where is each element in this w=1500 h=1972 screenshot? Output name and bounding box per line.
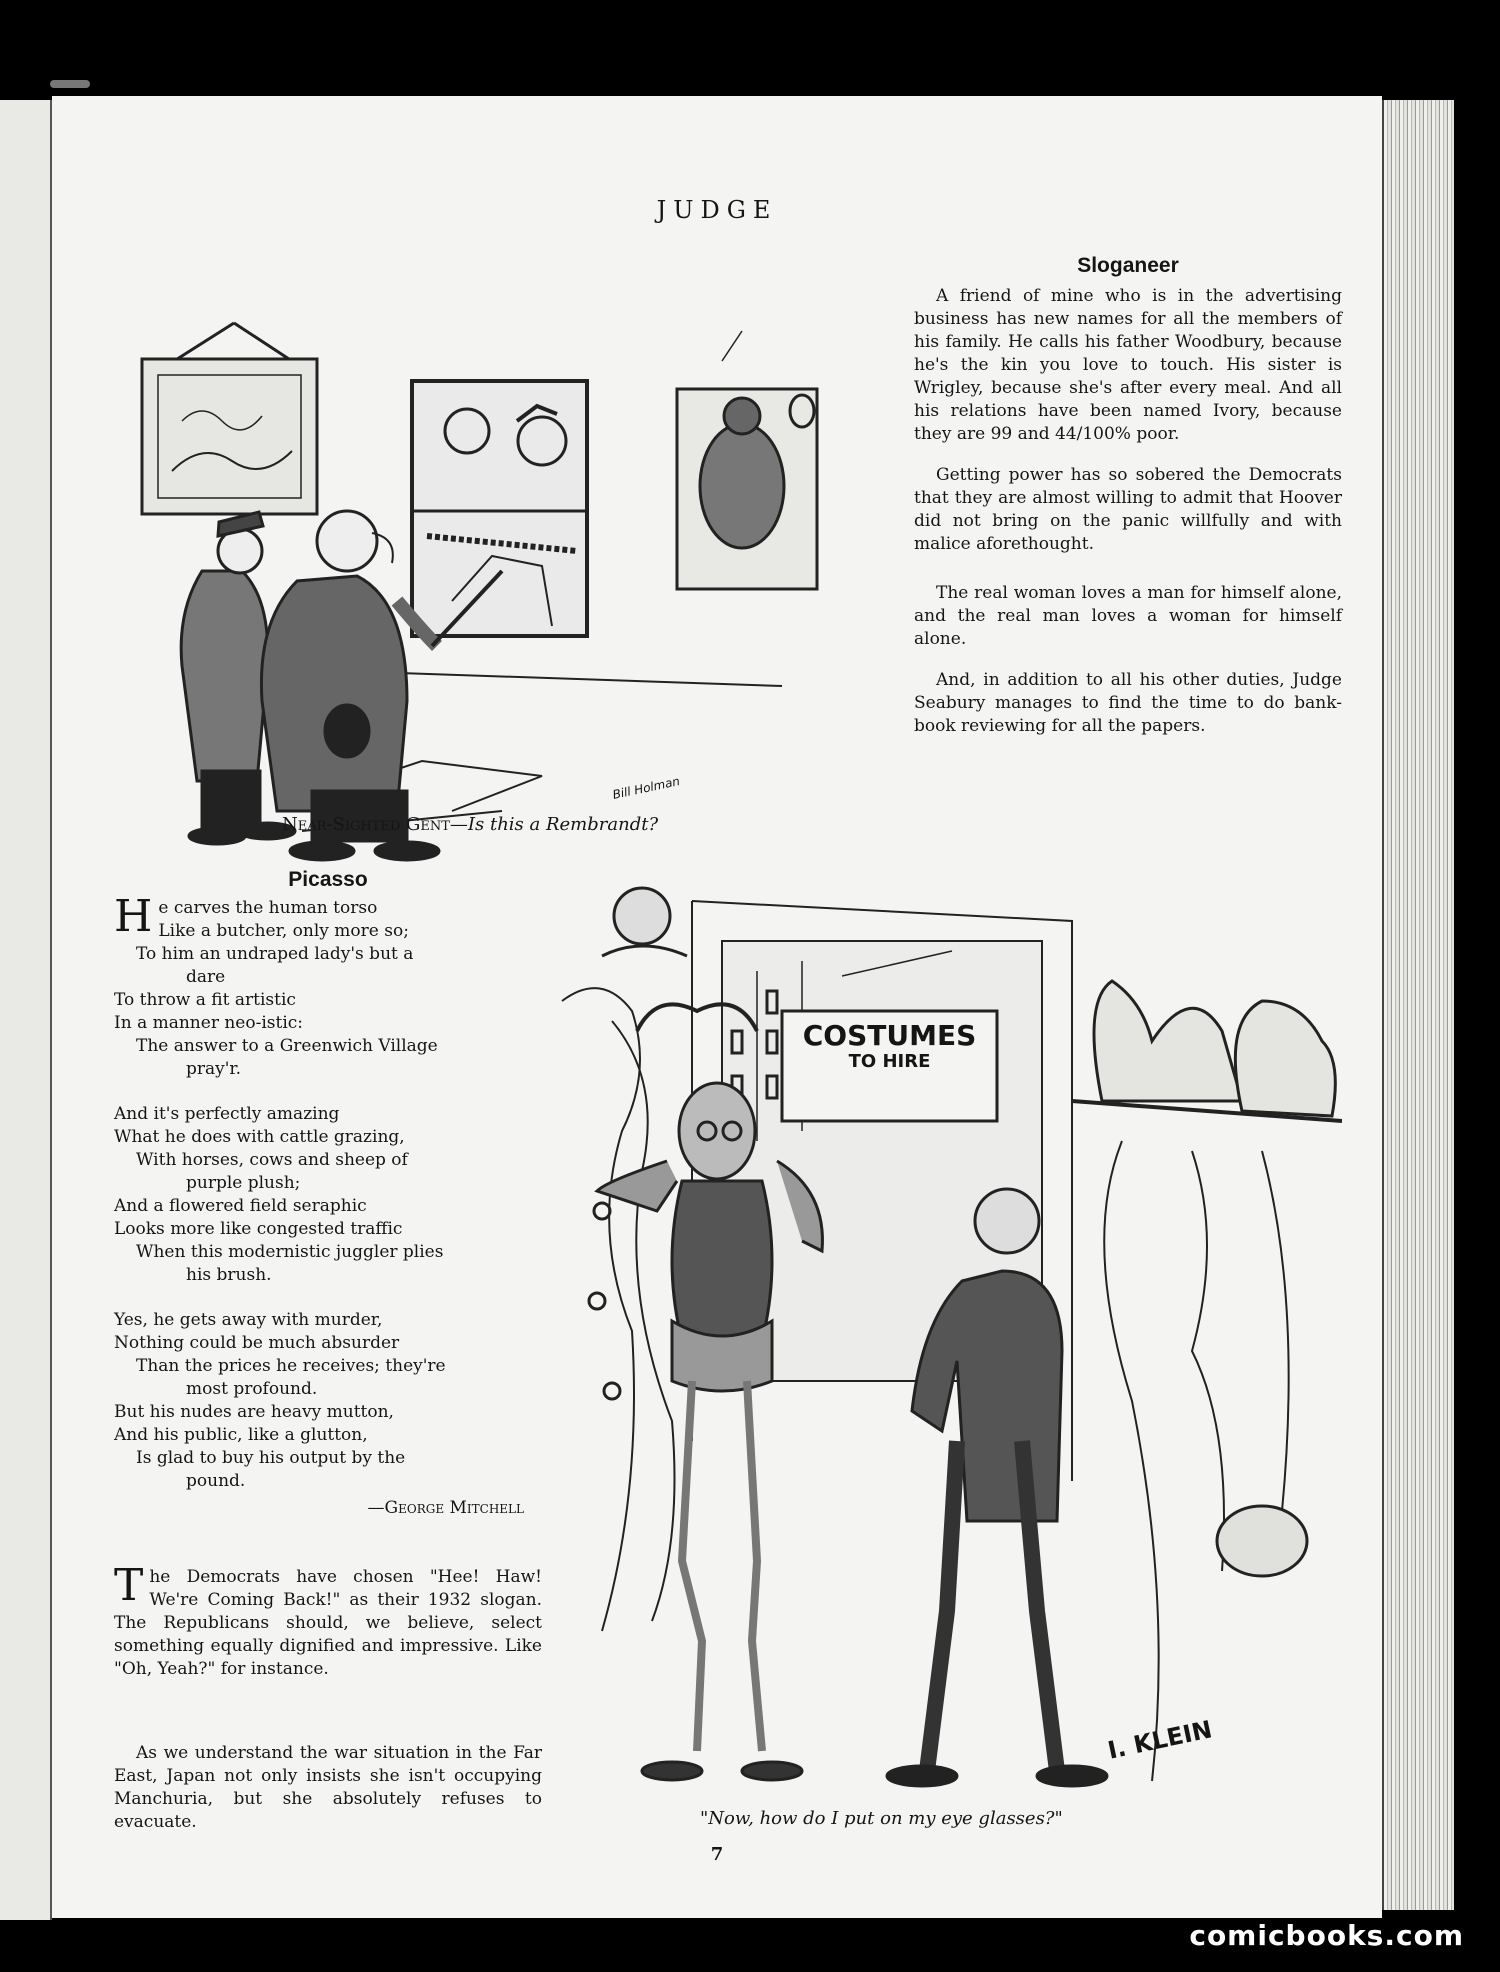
previous-page-edge [0, 100, 52, 1920]
poem-signature: —George Mitchell [367, 1498, 524, 1518]
sloganeer-column [914, 254, 1342, 756]
page-number: 7 [710, 1844, 724, 1865]
book-page-edges [1382, 100, 1454, 1910]
sloganeer-paragraph: A friend of mine who is in the advertising business has new names for all the members of his family. He calls his father Woodbury, because he's the kin you love to touch. His sister is Wrigley, because she's after every meal. And all his relations have been named Ivory, because they are 99 and 44/100% poor. [914, 286, 1342, 444]
poem-line: Nothing could be much absurder [114, 1333, 400, 1353]
poem-line: When this modernistic juggler plies [136, 1242, 444, 1262]
japan-paragraph [114, 1742, 542, 1852]
poem-line: The answer to a Greenwich Village [136, 1036, 438, 1056]
poem-line: And a flowered field seraphic [114, 1196, 367, 1216]
poem-line: But his nudes are heavy mutton, [114, 1402, 394, 1422]
poem-stanza [114, 1309, 542, 1493]
poem-line: purple plush; [186, 1173, 301, 1193]
sloganeer-paragraph: And, in addition to all his other duties, Judge Seabury manages to find the time to do bank-book reviewing for all the papers. [914, 670, 1342, 736]
japan-text: As we understand the war situation in the Far East, Japan not only insists she isn't occupying Manchuria, but she absolutely refuses to evacuate. [114, 1743, 542, 1832]
poem-stanza [114, 1103, 542, 1287]
poem-line: pray'r. [186, 1059, 242, 1079]
poem-line: pound. [186, 1471, 246, 1491]
democrats-paragraph [114, 1560, 542, 1681]
caption-line: Is this a Rembrandt? [467, 814, 659, 835]
poem-line: Like a butcher, only more so; [158, 921, 409, 941]
poem-line: e carves the human torso [158, 898, 378, 918]
poem-line: his brush. [186, 1265, 272, 1285]
magazine-page [52, 96, 1382, 1918]
poem-line: And his public, like a glutton, [114, 1425, 368, 1445]
poem-line: dare [186, 967, 226, 987]
poem-line: To him an undraped lady's but a [136, 944, 414, 964]
cartoon-knight-caption: "Now, how do I put on my eye glasses?" [700, 1808, 1063, 1829]
costume-sign-line2: TO HIRE [848, 1050, 931, 1072]
poem-line: Looks more like congested traffic [114, 1219, 403, 1239]
costume-sign [787, 1021, 992, 1072]
cartoon-rembrandt-caption: Near-Sighted Gent—Is this a Rembrandt? [282, 814, 659, 835]
cartoon-rembrandt-illustration [122, 271, 822, 896]
poem-line: In a manner neo-istic: [114, 1013, 304, 1033]
democrats-text: he Democrats have chosen "Hee! Haw! We're Coming Back!" as their 1932 slogan. The Republicans should, we believe, select something equally dignified and impressive. Like "Oh, Yeah?" for instance. [114, 1567, 542, 1679]
drop-cap: T [114, 1560, 144, 1611]
sloganeer-paragraph: Getting power has so sobered the Democrats that they are almost willing to admit that Hoover did not bring on the panic willfully and with malice aforethought. [914, 465, 1342, 554]
site-watermark: comicbooks.com [1189, 1919, 1464, 1952]
binding-tear [50, 80, 90, 88]
drop-cap: H [114, 891, 153, 942]
poem-line: most profound. [186, 1379, 318, 1399]
poem-line: Than the prices he receives; they're [136, 1356, 446, 1376]
caption-speaker: Near-Sighted Gent [282, 814, 450, 835]
cartoon-bottom-signature: I. KLEIN [1105, 1715, 1215, 1765]
poem-line: Yes, he gets away with murder, [114, 1310, 383, 1330]
poem-line: To throw a fit artistic [114, 990, 296, 1010]
poem-line: Is glad to buy his output by the [136, 1448, 406, 1468]
poem-line: With horses, cows and sheep of [136, 1150, 408, 1170]
poem-stanza [114, 891, 542, 1081]
costume-sign-line1: COSTUMES [802, 1019, 977, 1052]
sloganeer-paragraph: The real woman loves a man for himself alone, and the real man loves a woman for himself alone. [914, 583, 1342, 649]
running-head: JUDGE [656, 196, 778, 224]
sloganeer-title: Sloganeer [1077, 254, 1179, 277]
poem-line: What he does with cattle grazing, [114, 1127, 405, 1147]
poem-line: And it's perfectly amazing [114, 1104, 340, 1124]
picasso-poem [114, 868, 542, 1520]
cartoon-top-signature: Bill Holman [611, 774, 682, 802]
picasso-title: Picasso [288, 868, 368, 891]
